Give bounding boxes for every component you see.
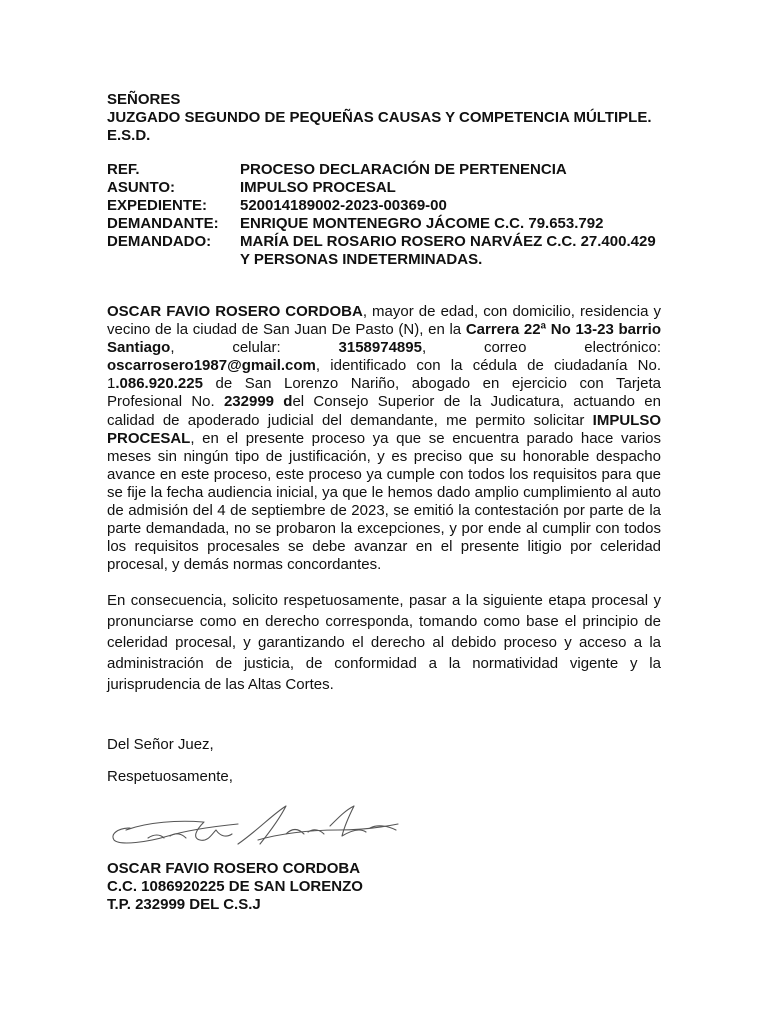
ref-row (107, 251, 661, 269)
text-span: , mayor de edad, con domicilio, residencia y vecino de la ciudad de San Juan De Pasto (N), en la (107, 303, 662, 339)
signer-id: C.C. 1086920225 DE SAN LORENZO (107, 878, 363, 895)
ref-key: REF. (107, 161, 140, 178)
professional-card-number: 232999 d (223, 393, 293, 411)
request-subject: IMPULSO PROCESAL (107, 411, 661, 447)
ref-row (107, 179, 661, 197)
signer-name: OSCAR FAVIO ROSERO CORDOBA (107, 860, 361, 877)
reference-block (107, 161, 661, 269)
ref-value: IMPULSO PROCESAL (240, 179, 396, 196)
text-span: , correo electrónico: (421, 339, 661, 357)
ref-row (107, 215, 661, 233)
ref-value: MARÍA DEL ROSARIO ROSERO NARVÁEZ C.C. 27.400.429 (240, 233, 656, 250)
address: Carrera 22ª No 13-23 barrio Santiago (107, 321, 661, 357)
addressee-block (107, 91, 661, 145)
ref-row (107, 197, 661, 215)
ref-value: Y PERSONAS INDETERMINADAS. (240, 251, 483, 268)
email-address: oscarrosero1987@gmail.com (107, 357, 316, 375)
addressee-salutation: SEÑORES (107, 91, 181, 108)
signer-professional-card: T.P. 232999 DEL C.S.J (107, 896, 261, 913)
ref-key (107, 251, 240, 269)
text-span: de San Lorenzo Nariño, abogado en ejercicio con Tarjeta Profesional No. (107, 375, 661, 411)
document-body (107, 91, 661, 799)
text-span: el Consejo Superior de la Judicatura, actuando en calidad de apoderado judicial del demandante, me permito solicitar (107, 393, 661, 429)
signature-text: Oscar Favio Rosero Cordoba (258, 850, 272, 851)
paragraph-consequence: En consecuencia, solicito respetuosamente, pasar a la siguiente etapa procesal y pronunciarse como en derecho corresponda, tomando como base el principio de celeridad procesal, y garantizando el derecho al debido proceso y acceso a la administración de justicia, de conformidad a la normatividad vigente y la jurisprudencia de las Altas Cortes. (107, 592, 661, 693)
text-span: , celular: (170, 339, 339, 357)
ref-key: EXPEDIENTE: (107, 197, 208, 214)
text-span: , identificado con la cédula de ciudadanía No. 1 (107, 357, 661, 393)
ref-key: ASUNTO: (107, 179, 176, 196)
text-span: , en el presente proceso ya que se encuentra parado hace varios meses sin ningún tipo de justificación, y es preciso que su honorable despacho avance en este proceso, este proceso ya cumple con todos los requisitos para que se fije la fecha audiencia inicial, ya que le hemos dado amplio cumplimiento al auto de admisión del 4 de septiembre de 2023, se emitió la contestación por parte de la parte demandada, no se probaron la excepciones, y por ende al cumplir con todos los requisitos procesales se debe avanzar en el presente litigio por celeridad procesal, y demás normas concordantes. (107, 429, 661, 574)
signer-block (107, 860, 363, 914)
closing-salutation: Del Señor Juez, (107, 736, 214, 754)
court-name: JUZGADO SEGUNDO DE PEQUEÑAS CAUSAS Y COMPETENCIA MÚLTIPLE. (107, 109, 652, 126)
id-number: .086.920.225 (115, 375, 203, 393)
paragraph-request (107, 303, 661, 574)
ref-key: DEMANDADO: (107, 233, 212, 250)
ref-row (107, 161, 661, 179)
closing-block (107, 735, 661, 787)
ref-value: 520014189002-2023-00369-00 (240, 197, 447, 214)
ref-key: DEMANDANTE: (107, 215, 219, 232)
closing-regards: Respetuosamente, (107, 768, 233, 786)
esd-line: E.S.D. (107, 127, 151, 144)
petitioner-name: OSCAR FAVIO ROSERO CORDOBA (107, 303, 363, 320)
ref-value: PROCESO DECLARACIÓN DE PERTENENCIA (240, 161, 567, 178)
handwritten-signature (108, 800, 408, 856)
ref-row (107, 233, 661, 251)
ref-value: ENRIQUE MONTENEGRO JÁCOME C.C. 79.653.792 (240, 215, 604, 232)
phone-number: 3158974895 (338, 339, 422, 357)
